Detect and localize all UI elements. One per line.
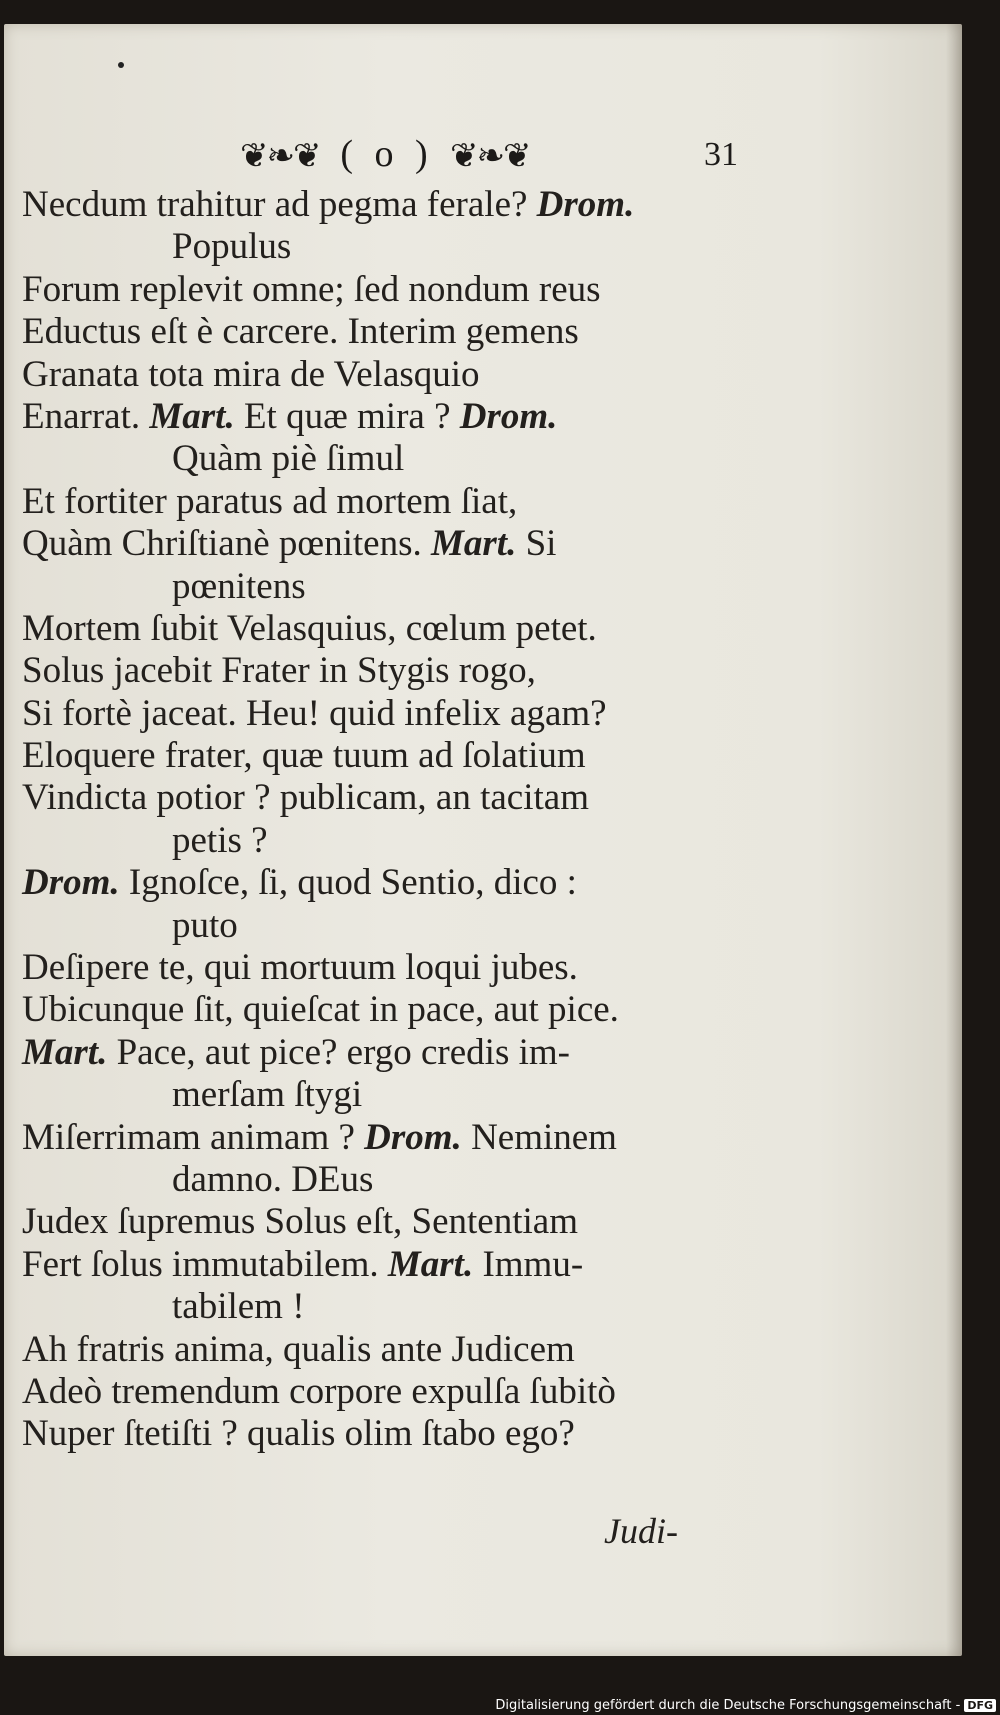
- funding-credit: Digitalisierung gefördert durch die Deutsche Forschungsgemeinschaft -: [495, 1698, 961, 1713]
- ink-speck: [118, 62, 124, 68]
- text-line: [22, 1329, 762, 1371]
- line-text: Si: [516, 523, 557, 565]
- speaker-label: Drom.: [364, 1116, 462, 1158]
- line-text: Neminem: [461, 1116, 617, 1158]
- line-text: Enarrat.: [22, 395, 150, 437]
- text-line: [22, 1159, 762, 1201]
- line-text: Mortem ſubit Velasquius, cœlum petet.: [22, 607, 597, 649]
- text-line: [22, 693, 762, 735]
- line-text: Ignoſce, ſi, quod Sentio, dico :: [119, 862, 577, 904]
- line-text: tabilem !: [172, 1286, 305, 1328]
- line-text: Et quæ mira ?: [234, 395, 460, 437]
- line-text: merſam ſtygi: [172, 1074, 363, 1116]
- line-text: Vindicta potior ? publicam, an tacitam: [22, 777, 589, 819]
- text-line: [22, 1201, 762, 1243]
- text-line: [22, 1244, 762, 1286]
- text-line: [22, 566, 762, 608]
- line-text: Eductus eſt è carcere. Interim gemens: [22, 311, 579, 353]
- text-line: [22, 862, 762, 904]
- speaker-label: Mart.: [22, 1031, 108, 1073]
- speaker-label: Drom.: [459, 395, 558, 437]
- text-line: [22, 481, 762, 523]
- line-text: Ubicunque ſit, quieſcat in pace, aut pice.: [22, 989, 619, 1031]
- verse-text: [22, 184, 762, 1456]
- line-text: pœnitens: [172, 565, 306, 607]
- line-text: Et fortiter paratus ad mortem ſiat,: [22, 480, 518, 522]
- speaker-label: Mart.: [149, 395, 235, 437]
- page-edge-shadow: [946, 24, 962, 1656]
- line-text: Judex ſupremus Solus eſt, Sententiam: [22, 1201, 578, 1243]
- speaker-label: Drom.: [536, 184, 635, 225]
- text-line: [22, 905, 762, 947]
- line-text: Solus jacebit Frater in Stygis rogo,: [22, 650, 536, 692]
- text-line: [22, 1371, 762, 1413]
- ornament-left: ❦❧❦: [240, 136, 320, 176]
- running-header: [4, 132, 962, 182]
- text-line: [22, 438, 762, 480]
- speaker-label: Mart.: [387, 1243, 474, 1285]
- line-text: Quàm piè ſimul: [172, 438, 405, 480]
- line-text: Ah fratris anima, qualis ante Judicem: [22, 1328, 575, 1370]
- line-text: Granata tota mira de Velasquio: [22, 353, 480, 395]
- text-line: [22, 1413, 762, 1455]
- text-line: [22, 650, 762, 692]
- line-text: Forum replevit omne; ſed nondum reus: [22, 268, 601, 310]
- line-text: Miſerrimam animam ?: [22, 1116, 365, 1158]
- text-line: [22, 820, 762, 862]
- line-text: puto: [172, 904, 238, 946]
- text-line: [22, 1117, 762, 1159]
- line-text: Deſipere te, qui mortuum loqui jubes.: [22, 947, 578, 989]
- text-line: [22, 1286, 762, 1328]
- page-number: 31: [704, 136, 738, 173]
- line-text: Populus: [172, 226, 292, 268]
- text-line: [22, 311, 762, 353]
- line-text: damno. DEus: [172, 1158, 374, 1200]
- text-line: [22, 184, 762, 226]
- text-line: [22, 1032, 762, 1074]
- text-line: [22, 989, 762, 1031]
- text-line: [22, 735, 762, 777]
- speaker-label: Mart.: [431, 523, 517, 565]
- text-line: [22, 354, 762, 396]
- ornament-right: ❦❧❦: [450, 136, 530, 176]
- line-text: Adeò tremendum corpore expulſa ſubitò: [22, 1370, 616, 1412]
- line-text: Fert ſolus immutabilem.: [22, 1243, 388, 1285]
- text-line: [22, 523, 762, 565]
- line-text: Immu-: [473, 1243, 584, 1285]
- catchword: Judi-: [604, 1511, 678, 1551]
- line-text: Eloquere frater, quæ tuum ad ſolatium: [22, 735, 586, 777]
- text-line: [22, 226, 762, 268]
- line-text: Necdum trahitur ad pegma ferale?: [22, 184, 537, 225]
- line-text: Si fortè jaceat. Heu! quid infelix agam?: [22, 692, 607, 734]
- text-line: [22, 1074, 762, 1116]
- dfg-logo: DFG: [964, 1699, 996, 1712]
- line-text: Pace, aut pice? ergo credis im-: [107, 1031, 570, 1073]
- line-text: Quàm Chriſtianè pœnitens.: [22, 523, 431, 565]
- text-line: [22, 777, 762, 819]
- text-line: [22, 269, 762, 311]
- speaker-label: Drom.: [22, 862, 120, 904]
- book-page: [4, 24, 962, 1656]
- signature-mark: ( o ): [340, 133, 434, 175]
- line-text: petis ?: [172, 819, 268, 861]
- text-line: [22, 947, 762, 989]
- text-line: [22, 608, 762, 650]
- text-line: [22, 396, 762, 438]
- line-text: Nuper ſtetiſti ? qualis olim ſtabo ego?: [22, 1413, 575, 1455]
- digitization-footer: [495, 1698, 996, 1713]
